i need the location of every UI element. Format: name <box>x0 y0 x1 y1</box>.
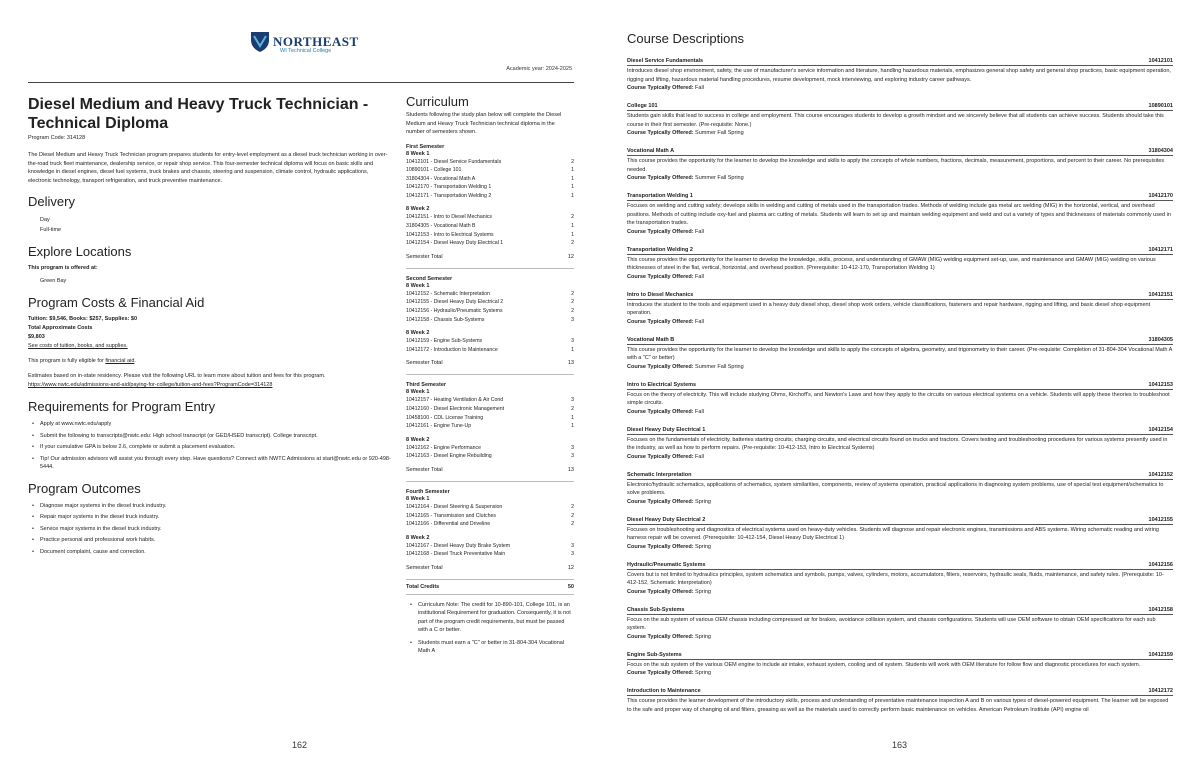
course-header <box>627 382 1173 390</box>
shield-logo-icon <box>250 31 270 53</box>
outcomes-heading: Program Outcomes <box>28 480 141 496</box>
course-credits: 1 <box>571 223 574 230</box>
course-title: 10412159 - Engine Sub-Systems <box>406 338 483 345</box>
total-credits-label: Total Credits <box>406 583 440 590</box>
course-offered-label: Course Typically Offered: <box>627 588 694 595</box>
course-offered <box>627 498 1173 506</box>
course-name: Vocational Math B <box>627 336 675 343</box>
course-title: 10412158 - Chassis Sub-Systems <box>406 316 485 323</box>
semester-name: Third Semester <box>406 382 447 389</box>
course-title: 10412157 - Heating Ventilation & Air Cond <box>406 397 504 404</box>
course-offered-value: Spring <box>693 588 711 595</box>
course-credits: 3 <box>571 542 574 549</box>
page-right <box>600 0 1200 776</box>
course-title: 10412166 - Differential and Driveline <box>406 521 491 528</box>
course-desc-text: This course provides the learner development of the introductory skills, process and understanding of preventative maintenance inspection A and B on various types of diesel-powered equipment. The learner will be exposed to the safe and proper way of changing oil and filters, greasing as well as the materials used to correctly perform basic maintenance on vehicles. American Petroleum Institute (API) engine oil <box>627 698 1169 713</box>
curriculum-column <box>406 95 574 660</box>
course-header <box>627 688 1173 696</box>
course-offered <box>627 363 1173 371</box>
course-name: Chassis Sub-Systems <box>627 606 685 613</box>
course-credits: 1 <box>571 184 574 191</box>
course-credits: 1 <box>571 175 574 182</box>
course-offered <box>627 543 1173 551</box>
course-header <box>627 607 1173 615</box>
course-credits: 2 <box>571 290 574 297</box>
course-offered-value: Fall <box>693 453 704 460</box>
semester-name: First Semester <box>406 143 445 150</box>
financial-aid-suffix: . <box>134 358 136 365</box>
course-header <box>627 247 1173 255</box>
total-credits-row <box>406 584 574 595</box>
course-offered <box>627 318 1173 326</box>
course-title: 10412163 - Diesel Engine Rebuilding <box>406 453 492 460</box>
financial-aid-prefix: This program is fully eligible for <box>28 358 106 365</box>
course-description <box>627 688 1173 714</box>
course-credits: 1 <box>571 167 574 174</box>
course-credits: 3 <box>571 338 574 345</box>
delivery-item: Day <box>40 217 50 224</box>
page-number: 162 <box>292 740 308 750</box>
course-title: 10412154 - Diesel Heavy Duty Electrical 1 <box>406 240 504 247</box>
curriculum-course-row <box>406 316 574 325</box>
semester-total-value: 12 <box>567 253 574 260</box>
requirements-heading: Requirements for Program Entry <box>28 399 216 415</box>
course-header <box>627 427 1173 435</box>
course-desc-text: Focuses on welding and cutting safety; develops skills in welding and cutting of metals used in the transportation trades. Methods of welding include gas metal arc welding (MIG) in the horizontal, vertical, and overhead positions. Methods of cutting include oxy-fuel and plasma arc cutting of metals. Students will learn to set up and maintain welding equipment and weld and cut a variety of types and thicknesses of materials commonly used in the transportation trades. <box>627 203 1171 226</box>
week-label: 8 Week 2 <box>406 330 430 337</box>
course-title: 10412171 - Transportation Welding 2 <box>406 192 492 199</box>
course-code: 10412151 <box>1148 291 1173 298</box>
course-description <box>627 337 1173 371</box>
course-title: 10412164 - Diesel Steering & Suspension <box>406 503 503 510</box>
course-desc-text: Focuses on troubleshooting and diagnostics of electrical systems used on heavy-duty vehicles. Students will diagnose and repair electronic engines, transmissions and ABS systems. Wiring schematic reading and wiring harness repair will be covered. (Prerequisite: 10-412-154, Diesel Heavy Duty Electrical 1) <box>627 526 1159 541</box>
semester-total-label: Semester Total <box>406 253 443 260</box>
course-offered-label: Course Typically Offered: <box>627 130 694 136</box>
course-code: 10412159 <box>1148 651 1173 658</box>
course-code: 10890101 <box>1148 103 1173 109</box>
course-offered <box>627 633 1173 641</box>
course-credits: 3 <box>571 453 574 460</box>
course-code: 10412156 <box>1148 561 1173 568</box>
curriculum-course-row <box>406 175 574 184</box>
course-name: College 101 <box>627 103 658 109</box>
course-offered <box>627 174 1173 182</box>
course-header <box>627 193 1173 201</box>
course-name: Hydraulic/Pneumatic Systems <box>627 561 706 568</box>
course-title: 10412156 - Hydraulic/Pneumatic Systems <box>406 308 503 315</box>
course-name: Intro to Diesel Mechanics <box>627 291 694 298</box>
college-logo <box>250 31 360 57</box>
course-title: 31804305 - Vocational Math B <box>406 223 476 230</box>
course-offered-value: Spring <box>693 543 711 550</box>
course-credits: 2 <box>571 512 574 519</box>
course-name: Diesel Heavy Duty Electrical 1 <box>627 426 706 433</box>
course-description <box>627 427 1173 461</box>
course-name: Introduction to Maintenance <box>627 688 701 694</box>
academic-year: Academic year: 2024-2025 <box>506 66 572 72</box>
course-credits: 3 <box>571 551 574 558</box>
course-offered-value: Fall <box>693 408 704 415</box>
course-description <box>627 382 1173 416</box>
course-name: Vocational Math A <box>627 148 675 154</box>
semester-total-label: Semester Total <box>406 360 443 367</box>
course-title: 10412101 - Diesel Service Fundamentals <box>406 158 502 165</box>
course-code: 10412101 <box>1148 58 1173 64</box>
course-offered-label: Course Typically Offered: <box>627 175 694 181</box>
course-header <box>627 148 1173 156</box>
course-description <box>627 607 1173 641</box>
semester-total-row <box>406 467 574 482</box>
course-offered-value: Fall <box>693 318 704 325</box>
course-offered-value: Summer Fall Spring <box>693 130 744 136</box>
course-name: Diesel Service Fundamentals <box>627 58 704 64</box>
course-offered-value: Spring <box>693 498 711 505</box>
course-offered-label: Course Typically Offered: <box>627 363 694 370</box>
course-desc-text: Focus on the sub system of various OEM chassis including compressed air for brakes, avoidance collision system, and chassis configurations. Students will use OEM software to obtain OEM specifications for each sub system. <box>627 616 1156 631</box>
curriculum-course-row <box>406 298 574 307</box>
course-credits: 1 <box>571 414 574 421</box>
course-offered <box>627 588 1173 596</box>
curriculum-course-row <box>406 239 574 248</box>
program-intro: The Diesel Medium and Heavy Truck Technician program prepares students for entry-level employment as a diesel truck technician working in over-the-road truck fleet maintenance, dealership service, or repair shop service. This four-semester technical diploma will focus on basic skills and knowledge in diesel engines, diesel fuel systems, truck brakes and chassis, steering and suspension, climate control, hydraulic applications, electronic technology, transport refrigeration, and truck preventive maintenance. <box>28 152 388 184</box>
course-credits: 2 <box>571 214 574 221</box>
course-desc-text: Focus on the sub system of the various OEM engine to include air intake, exhaust system, cooling and oil system. Students will work with OEM literature for follow flow and diagnostic procedures for each system. <box>627 661 1141 668</box>
course-name: Transportation Welding 1 <box>627 193 693 199</box>
course-description <box>627 292 1173 326</box>
outcome-item: • Service major systems in the diesel truck industry. <box>28 525 392 534</box>
course-credits: 3 <box>571 444 574 451</box>
course-title: 10412165 - Transmission and Clutches <box>406 512 496 519</box>
course-credits: 2 <box>571 406 574 412</box>
course-header <box>627 337 1173 345</box>
semester-total-row <box>406 254 574 269</box>
course-credits: 3 <box>571 397 574 404</box>
course-credits: 2 <box>571 299 574 306</box>
course-title: 10412160 - Diesel Electronic Management <box>406 406 505 412</box>
tuition-url[interactable]: https://www.nwtc.edu/admissions-and-aid/paying-for-college/tuition-and-fees?ProgramCode=314128 <box>28 382 273 389</box>
course-offered-label: Course Typically Offered: <box>627 543 694 550</box>
financial-aid-line <box>28 357 392 366</box>
course-title: 10412162 - Engine Performance <box>406 444 481 451</box>
requirement-item: • If your cumulative GPA is below 2.6, complete or submit a placement evaluation. <box>28 443 392 452</box>
semester-total-value: 12 <box>567 564 574 571</box>
course-offered-label: Course Typically Offered: <box>627 670 694 676</box>
curriculum-course-row <box>406 542 574 551</box>
semester-total-value: 13 <box>567 360 574 367</box>
semester-total-value: 13 <box>567 466 574 473</box>
header-divider <box>28 82 574 83</box>
course-credits: 2 <box>571 503 574 510</box>
course-name: Engine Sub-Systems <box>627 651 682 658</box>
course-credits: 1 <box>571 192 574 199</box>
costs-total-label: Total Approximate Costs <box>28 325 93 332</box>
course-header <box>627 292 1173 300</box>
delivery-heading: Delivery <box>28 194 75 210</box>
course-name: Transportation Welding 2 <box>627 246 693 253</box>
course-desc-text: This course provides the opportunity for the learner to develop the knowledge, skills, process, and understanding of GMAW (MIG) welding equipment set-up, use, and maintenance and GMAW (MIG) welding on various thicknesses of steel in the flat, vertical, horizontal, and overhead position. (Prerequisite: 10-412-170, Transportation Welding 1) <box>627 256 1156 271</box>
course-code: 31804304 <box>1148 148 1173 154</box>
curriculum-course-row <box>406 231 574 240</box>
logo-name: NORTHEAST <box>273 34 359 49</box>
curriculum-course-row <box>406 183 574 192</box>
curriculum-course-row <box>406 307 574 316</box>
course-offered-label: Course Typically Offered: <box>627 498 694 505</box>
course-offered <box>627 129 1173 137</box>
course-code: 10412158 <box>1148 606 1173 613</box>
course-title: 10412152 - Schematic Interpretation <box>406 290 490 297</box>
outcome-item: • Practice personal and professional work habits. <box>28 536 392 545</box>
course-credits: 1 <box>571 423 574 430</box>
course-offered-label: Course Typically Offered: <box>627 273 694 280</box>
semester-block <box>406 489 574 580</box>
course-offered-value: Spring <box>693 633 711 640</box>
total-credits-value: 50 <box>567 583 574 590</box>
course-desc-text: Focuses on the fundamentals of electricity, batteries starting circuits, charging circuits, and electrical circuits found on trucks and tractors. Covers testing and troubleshooting procedures for various systems presently used in the industry, as well as how to perform repairs. (Pre-requisite: 10-412-153, Intro to Electrical Systems) <box>627 436 1168 451</box>
course-desc-text: This course provides the opportunity for the learner to develop the knowledge and skills to apply the concepts of whole numbers, fractions, decimals, measurement, proportions, and percent to their career. No prerequisites needed. <box>627 158 1165 173</box>
week-label: 8 Week 1 <box>406 150 430 157</box>
course-description <box>627 472 1173 506</box>
course-title: 10412155 - Diesel Heavy Duty Electrical 2 <box>406 299 504 306</box>
course-offered-label: Course Typically Offered: <box>627 318 694 325</box>
semester-total-row <box>406 360 574 375</box>
week-label: 8 Week 1 <box>406 389 430 396</box>
course-code: 10412170 <box>1148 193 1173 199</box>
course-title: 10412167 - Diesel Heavy Duty Brake System <box>406 542 511 549</box>
course-offered-value: Fall <box>693 85 704 91</box>
course-offered-label: Course Typically Offered: <box>627 453 694 460</box>
curriculum-course-row <box>406 512 574 521</box>
course-description <box>627 103 1173 137</box>
course-title: 10412170 - Transportation Welding 1 <box>406 184 492 191</box>
week-label: 8 Week 2 <box>406 436 430 443</box>
locations-heading: Explore Locations <box>28 244 132 260</box>
week-label: 8 Week 2 <box>406 534 430 541</box>
curriculum-course-row <box>406 520 574 529</box>
course-name: Diesel Heavy Duty Electrical 2 <box>627 516 706 523</box>
delivery-item: Full-time <box>40 227 62 234</box>
course-offered-label: Course Typically Offered: <box>627 228 694 235</box>
semester-list <box>406 144 574 580</box>
curriculum-course-row <box>406 444 574 453</box>
course-description <box>627 652 1173 678</box>
course-offered-label: Course Typically Offered: <box>627 408 694 415</box>
course-name: Schematic Interpretation <box>627 471 692 478</box>
program-title: Diesel Medium and Heavy Truck Technician - Technical Diploma <box>28 96 369 132</box>
course-offered-label: Course Typically Offered: <box>627 85 694 91</box>
costs-total-value: $9,803 <box>28 334 45 341</box>
course-offered <box>627 273 1173 281</box>
course-desc-text: Covers but is not limited to hydraulics principles, system schematics and symbols, pumps, valves, cylinders, motors, accumulators, filters, reservoirs, hydraulic seals, fluids, maintenance, and safety rules. (Prerequisite: 10-412-152, Schematic Interpretation) <box>627 571 1164 586</box>
program-overview <box>28 95 392 559</box>
curriculum-notes <box>406 601 574 656</box>
curriculum-intro: Students following the study plan below will complete the Diesel Medium and Heavy Truck Technician technical diploma in the number of semesters shown. <box>406 112 562 135</box>
program-code: Program Code: 314128 <box>28 135 86 141</box>
course-offered <box>627 453 1173 461</box>
curriculum-course-row <box>406 414 574 423</box>
course-desc-text: Students gain skills that lead to success in college and employment. This course encourages students to develop a growth mindset and we sincerely believe that all students can achieve success. Students should take this course in their first semester. (Pre-requisite: None.) <box>627 113 1164 128</box>
outcome-item: • Diagnose major systems in the diesel truck industry. <box>28 502 392 511</box>
curriculum-course-row <box>406 503 574 512</box>
course-offered-value: Summer Fall Spring <box>693 175 744 181</box>
course-offered-label: Course Typically Offered: <box>627 633 694 640</box>
course-header <box>627 103 1173 111</box>
course-offered-value: Fall <box>693 228 704 235</box>
requirement-item: • Tip! Our admission advisors will assist you through every step. Have questions? Connect with NWTC Admissions at start@nwtc.edu or 920-498-5444. <box>28 455 392 472</box>
curriculum-course-row <box>406 290 574 299</box>
requirement-item: • Submit the following to transcripts@nwtc.edu: High school transcript (or GED/HSED transcript). College transcript. <box>28 432 392 441</box>
requirement-item: • Apply at www.nwtc.edu/apply <box>28 420 392 429</box>
requirements-list <box>28 420 392 472</box>
financial-aid-link[interactable]: financial aid <box>105 358 135 365</box>
course-header <box>627 58 1173 66</box>
course-offered-value: Fall <box>693 273 704 280</box>
week-label: 8 Week 2 <box>406 206 430 213</box>
course-description <box>627 517 1173 551</box>
course-credits: 2 <box>571 521 574 528</box>
curriculum-course-row <box>406 346 574 355</box>
curriculum-course-row <box>406 192 574 201</box>
course-title: 10412153 - Intro to Electrical Systems <box>406 231 494 238</box>
course-code: 10412171 <box>1148 246 1173 253</box>
course-title: 10458100 - CDL License Training <box>406 414 484 421</box>
course-title: 10412168 - Diesel Truck Preventative Main <box>406 551 506 558</box>
curriculum-note: • Students must earn a "C" or better in 31-804-304 Vocational Math A <box>406 639 574 656</box>
curriculum-course-row <box>406 405 574 414</box>
outcome-item: • Document complaint, cause and correction. <box>28 548 392 557</box>
course-title: 10412161 - Engine Tune-Up <box>406 423 472 430</box>
course-header <box>627 517 1173 525</box>
costs-heading: Program Costs & Financial Aid <box>28 295 205 311</box>
course-credits: 1 <box>571 231 574 238</box>
course-desc-text: This course provides the opportunity for the learner to develop the knowledge and skills to apply the concepts of algebra, geometry, and trigonometry to their career. (Pre-requisite: Completion of 31-804-304 Vocational Math A with a "C" or better) <box>627 346 1173 361</box>
week-label: 8 Week 1 <box>406 282 430 289</box>
course-code: 10412153 <box>1148 381 1173 388</box>
course-desc-text: Focus on the theory of electricity. This will include studying Ohms, Kirchoff's, and Newton's Laws and how they apply to the circuits on various electrical systems on a vehicle. Students will apply these theories to troubleshoot simple circuits. <box>627 391 1170 406</box>
costs-estimate-note: Estimates based on in-state residency. Please visit the following URL to learn more about tuition and fees for this program. <box>28 373 326 380</box>
location-item: Green Bay <box>40 278 67 285</box>
semester-total-label: Semester Total <box>406 466 443 473</box>
curriculum-course-row <box>406 166 574 175</box>
course-offered-value: Summer Fall Spring <box>693 363 744 370</box>
course-offered <box>627 408 1173 416</box>
curriculum-course-row <box>406 158 574 167</box>
outcomes-list <box>28 502 392 557</box>
course-offered-value: Spring <box>693 670 711 676</box>
course-desc-text: Introduces the student to the tools and equipment used in a heavy duty diesel shop, diesel shop work orders, vehicle classifications, fasteners and repair hardware, rigging and lifting, and basic diesel shop equipment operation. <box>627 301 1151 316</box>
curriculum-course-row <box>406 222 574 231</box>
course-code: 10412154 <box>1148 426 1173 433</box>
course-credits: 2 <box>571 240 574 247</box>
course-title: 10890101 - College 101 <box>406 167 462 174</box>
logo-subtitle: WI Technical College <box>280 48 332 54</box>
course-offered <box>627 669 1173 677</box>
course-list <box>627 58 1173 725</box>
semester-block <box>406 276 574 376</box>
course-description <box>627 562 1173 596</box>
week-label: 8 Week 1 <box>406 495 430 502</box>
semester-total-label: Semester Total <box>406 564 443 571</box>
delivery-list <box>28 215 392 235</box>
course-credits: 3 <box>571 316 574 323</box>
course-header <box>627 562 1173 570</box>
curriculum-heading: Curriculum <box>406 94 469 109</box>
course-title: 10412172 - Introduction to Maintenance <box>406 346 498 353</box>
course-title: 31804304 - Vocational Math A <box>406 175 476 182</box>
costs-link[interactable]: See costs of tuition, books, and supplies. <box>28 343 128 350</box>
curriculum-course-row <box>406 396 574 405</box>
course-description <box>627 193 1173 236</box>
course-code: 31804305 <box>1148 336 1173 343</box>
course-code: 10412152 <box>1148 471 1173 478</box>
course-title: 10412151 - Intro to Diesel Mechanics <box>406 214 492 221</box>
course-offered <box>627 84 1173 92</box>
course-credits: 2 <box>571 158 574 165</box>
course-credits: 2 <box>571 308 574 315</box>
course-credits: 1 <box>571 346 574 353</box>
locations-label: This program is offered at: <box>28 265 98 272</box>
course-header <box>627 472 1173 480</box>
semester-name: Fourth Semester <box>406 488 450 495</box>
curriculum-course-row <box>406 422 574 431</box>
outcome-item: • Repair major systems in the diesel truck industry. <box>28 513 392 522</box>
course-description <box>627 247 1173 281</box>
course-header <box>627 652 1173 660</box>
curriculum-note: • Curriculum Note: The credit for 10-890-101, College 101, is an institutional Requirement for graduation. Consequently, it is not part of the program credit requirements, but must be passed with a C or better. <box>406 601 574 635</box>
course-name: Intro to Electrical Systems <box>627 381 697 388</box>
curriculum-course-row <box>406 550 574 559</box>
course-code: 10412155 <box>1148 516 1173 523</box>
course-description <box>627 148 1173 182</box>
course-descriptions-heading: Course Descriptions <box>627 31 745 46</box>
semester-name: Second Semester <box>406 275 453 282</box>
course-description <box>627 58 1173 92</box>
semester-total-row <box>406 565 574 580</box>
curriculum-course-row <box>406 213 574 222</box>
costs-breakdown: Tuition: $9,546, Books: $257, Supplies: $0 <box>28 316 138 323</box>
course-desc-text: Introduces diesel shop environment, safety, the use of manufacturer's service information and literature, handling hazardous materials, emphasizes general shop safety and general shop practices, basic equipment operation, rigging and lifting, hazardous material handling procedures, resume development, mock interviewing, and exploring industry career pathways. <box>627 68 1171 83</box>
curriculum-course-row <box>406 337 574 346</box>
course-desc-text: Electronic/hydraulic schematics, applications of schematics, system similarities, components, review of systems operation, practical applications in diagnosing system problems, use of special test equipment/schematics to solve problems. <box>627 481 1164 496</box>
course-code: 10412172 <box>1148 688 1173 694</box>
course-offered <box>627 228 1173 236</box>
semester-block <box>406 382 574 482</box>
page-number: 163 <box>892 740 908 750</box>
curriculum-course-row <box>406 452 574 461</box>
semester-block <box>406 144 574 269</box>
